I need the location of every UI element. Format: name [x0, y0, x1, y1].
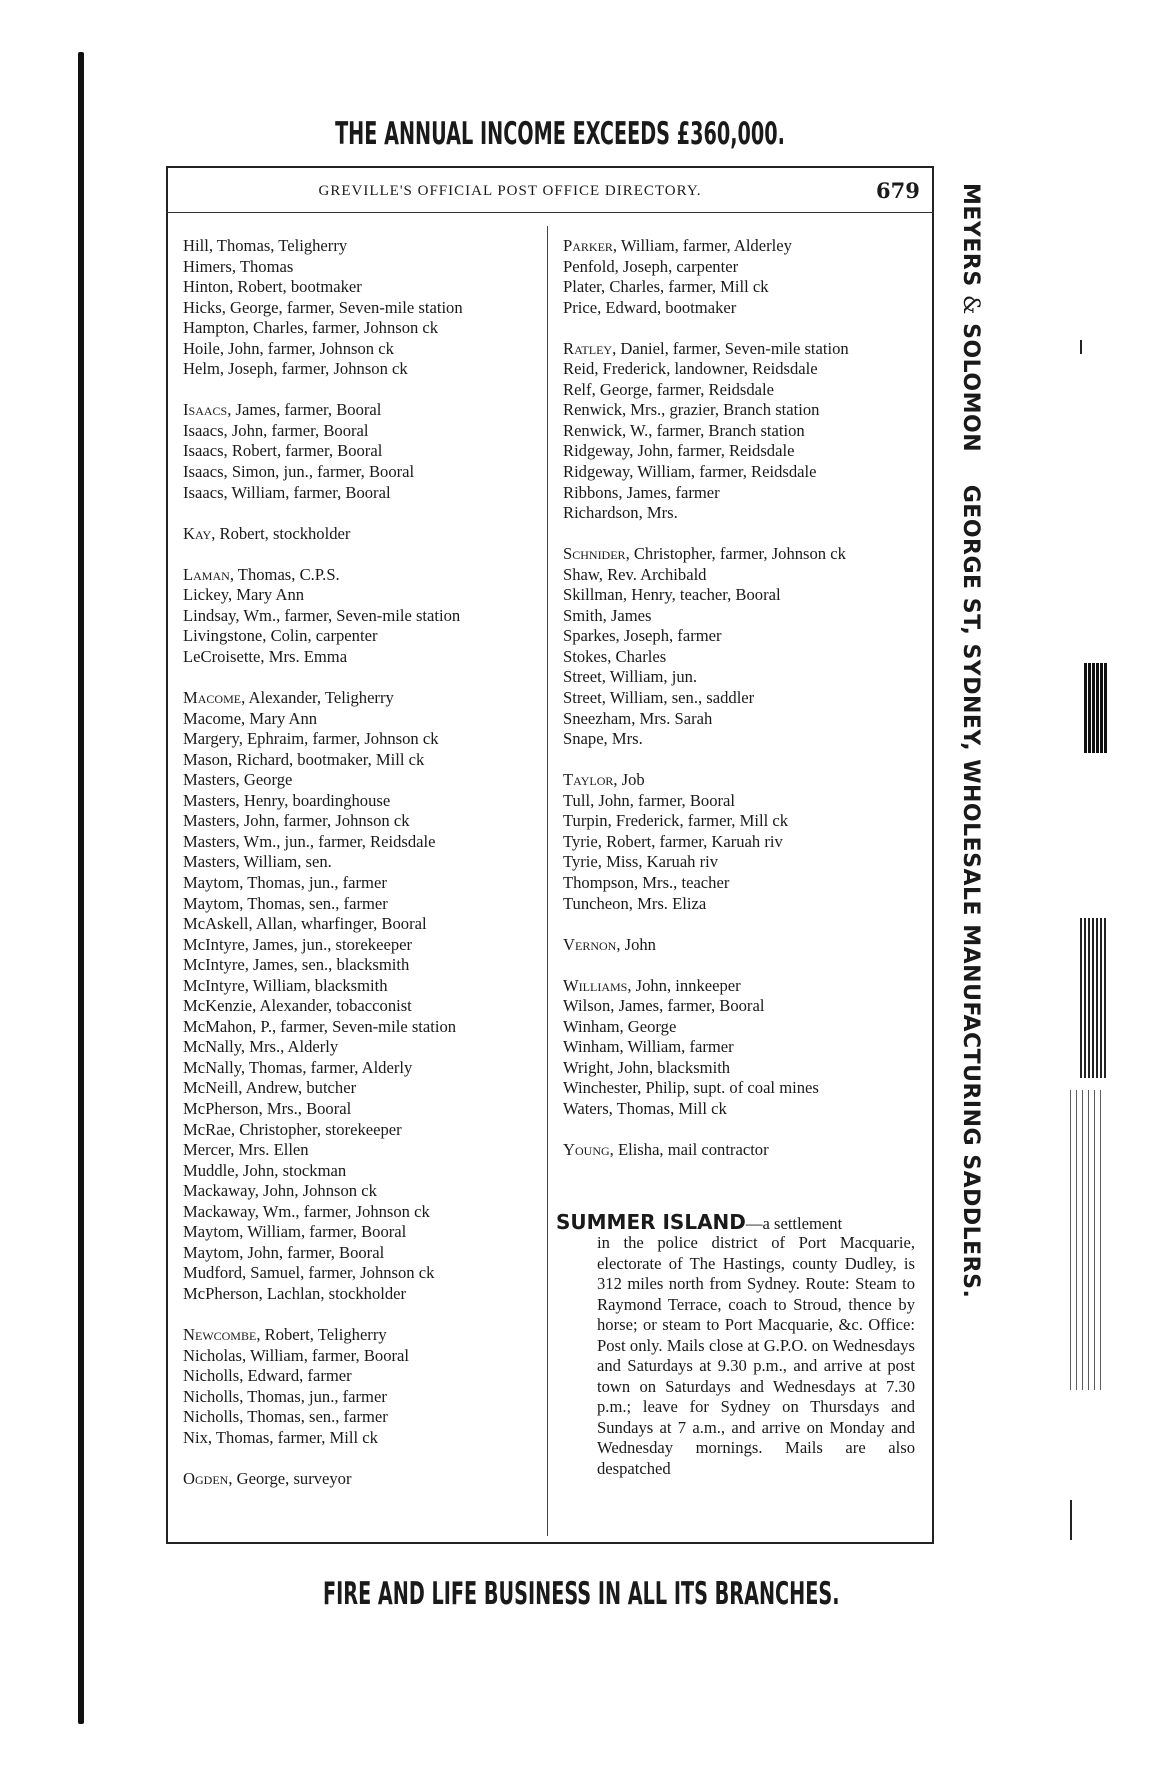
- directory-entry: [563, 791, 923, 812]
- directory-entry: [563, 359, 923, 380]
- side-advert-part3: GEORGE ST, SYDNEY, WHOLESALE MANUFACTURING SADDLERS.: [958, 484, 983, 1299]
- directory-entry: [183, 688, 543, 709]
- entry-text: Skillman, Henry, teacher, Booral: [563, 585, 781, 605]
- directory-entry: [183, 935, 543, 956]
- directory-entry: [183, 647, 543, 668]
- entry-text: Lickey, Mary Ann: [183, 585, 305, 605]
- directory-entry: [183, 1037, 543, 1058]
- directory-entry: [183, 236, 543, 257]
- directory-entry: [183, 503, 543, 524]
- directory-entry: [183, 1078, 543, 1099]
- directory-entry: [183, 421, 543, 442]
- scan-edge-mark: [1080, 340, 1082, 354]
- directory-entry: [563, 277, 923, 298]
- entry-text: McNeill, Andrew, butcher: [183, 1078, 357, 1098]
- entry-text: Sneezham, Mrs. Sarah: [563, 708, 713, 728]
- entry-text: McIntyre, William, blacksmith: [183, 975, 388, 995]
- directory-entry: [563, 339, 923, 360]
- entry-text: McIntyre, James, jun., storekeeper: [183, 934, 413, 954]
- entry-text: Street, William, jun.: [563, 667, 698, 687]
- entry-text: , John: [616, 934, 656, 954]
- directory-entry: [183, 1387, 543, 1408]
- directory-right-column: [563, 236, 923, 1161]
- entry-text: Isaacs, Robert, farmer, Booral: [183, 441, 383, 461]
- entry-surname: Newcombe: [183, 1324, 257, 1344]
- directory-entry: [563, 852, 923, 873]
- directory-entry: [183, 1181, 543, 1202]
- entry-text: Price, Edward, bootmaker: [563, 297, 737, 317]
- entry-text: Wright, John, blacksmith: [563, 1057, 731, 1077]
- directory-entry: [563, 894, 923, 915]
- directory-entry: [183, 976, 543, 997]
- directory-entry: [183, 955, 543, 976]
- directory-entry: [183, 359, 543, 380]
- entry-text: Hinton, Robert, bootmaker: [183, 277, 362, 297]
- directory-entry: [563, 236, 923, 257]
- entry-text: Ribbons, James, farmer: [563, 482, 720, 502]
- directory-entry: [183, 565, 543, 586]
- directory-entry: [183, 626, 543, 647]
- entry-text: Waters, Thomas, Mill ck: [563, 1098, 727, 1118]
- directory-left-column: [183, 236, 543, 1489]
- entry-text: Isaacs, William, farmer, Booral: [183, 482, 391, 502]
- directory-entry: [563, 1078, 923, 1099]
- directory-entry: [563, 400, 923, 421]
- directory-entry: [183, 852, 543, 873]
- column-divider: [547, 226, 548, 1536]
- directory-entry: [563, 421, 923, 442]
- entry-text: Nicholls, Thomas, sen., farmer: [183, 1407, 388, 1427]
- directory-entry: [563, 914, 923, 935]
- directory-entry: [183, 1304, 543, 1325]
- side-advert-part2: SOLOMON: [958, 323, 983, 453]
- entry-text: McKenzie, Alexander, tobacconist: [183, 996, 412, 1016]
- entry-text: McIntyre, James, sen., blacksmith: [183, 955, 410, 975]
- entry-text: Himers, Thomas: [183, 256, 294, 276]
- side-advertisement-text: [958, 183, 983, 1463]
- directory-entry: [183, 339, 543, 360]
- directory-entry: [563, 585, 923, 606]
- entry-text: Margery, Ephraim, farmer, Johnson ck: [183, 729, 439, 749]
- directory-entry: [563, 832, 923, 853]
- entry-text: Shaw, Rev. Archibald: [563, 564, 707, 584]
- directory-entry: [183, 1222, 543, 1243]
- entry-text: Street, William, sen., saddler: [563, 688, 755, 708]
- entry-text: Renwick, Mrs., grazier, Branch station: [563, 400, 820, 420]
- entry-surname: Ratley: [563, 338, 613, 358]
- entry-text: McNally, Thomas, farmer, Alderly: [183, 1057, 413, 1077]
- directory-entry: [563, 688, 923, 709]
- directory-entry: [183, 791, 543, 812]
- directory-entry: [563, 380, 923, 401]
- directory-entry: [183, 832, 543, 853]
- entry-text: , Christopher, farmer, Johnson ck: [625, 544, 846, 564]
- entry-surname: Ogden: [183, 1468, 229, 1488]
- directory-entry: [563, 935, 923, 956]
- directory-entry: [563, 1058, 923, 1079]
- summer-island-description: in the police district of Port Macquarie, electorate of The Hastings, county Dudley, is 312 miles north from Sydney. Route: Steam to Raymond Terrace, coach to Stroud, thence by horse; or steam to Port Macquarie, &c. Office: Post only. Mails close at G.P.O. on Wednesdays and Saturdays at 9.30 p.m., and arrive at post town on Saturdays and Wednesdays at 7.30 p.m.; leave for Sydney on Thursdays and Sundays at 7 a.m., and arrive on Monday and Wednesday mornings. Mails are also despatched: [597, 1233, 915, 1479]
- directory-entry: [183, 667, 543, 688]
- directory-entry: [183, 298, 543, 319]
- directory-entry: [563, 298, 923, 319]
- entry-text: , Job: [613, 770, 645, 790]
- directory-entry: [183, 1448, 543, 1469]
- entry-text: LeCroisette, Mrs. Emma: [183, 646, 348, 666]
- scan-edge-mark: [1070, 1500, 1072, 1540]
- binding-edge-rule: [78, 52, 84, 1724]
- entry-text: Mackaway, Wm., farmer, Johnson ck: [183, 1201, 430, 1221]
- directory-entry: [183, 811, 543, 832]
- entry-text: McMahon, P., farmer, Seven-mile station: [183, 1016, 457, 1036]
- directory-entry: [183, 1325, 543, 1346]
- entry-text: , Elisha, mail contractor: [609, 1140, 769, 1160]
- entry-text: , Robert, Teligherry: [256, 1324, 387, 1344]
- entry-text: Macome, Mary Ann: [183, 708, 318, 728]
- entry-text: Livingstone, Colin, carpenter: [183, 626, 378, 646]
- entry-text: , John, innkeeper: [627, 975, 741, 995]
- entry-text: Hicks, George, farmer, Seven-mile station: [183, 297, 463, 317]
- entry-text: Maytom, William, farmer, Booral: [183, 1222, 407, 1242]
- directory-entry: [563, 996, 923, 1017]
- scan-edge-mark: [1080, 918, 1108, 1078]
- summer-island-title: SUMMER ISLAND: [556, 1210, 746, 1234]
- directory-entry: [183, 1099, 543, 1120]
- entry-text: Winchester, Philip, supt. of coal mines: [563, 1078, 819, 1098]
- directory-entry: [183, 1202, 543, 1223]
- directory-entry: [563, 667, 923, 688]
- entry-text: Plater, Charles, farmer, Mill ck: [563, 277, 769, 297]
- entry-text: Maytom, Thomas, jun., farmer: [183, 872, 387, 892]
- entry-text: Smith, James: [563, 605, 652, 625]
- directory-entry: [563, 565, 923, 586]
- entry-surname: Vernon: [563, 934, 617, 954]
- entry-text: Relf, George, farmer, Reidsdale: [563, 379, 774, 399]
- directory-entry: [563, 318, 923, 339]
- header-rule: [166, 212, 934, 213]
- directory-entry: [183, 1469, 543, 1490]
- entry-surname: Williams: [563, 975, 628, 995]
- entry-text: Mudford, Samuel, farmer, Johnson ck: [183, 1263, 435, 1283]
- entry-text: McRae, Christopher, storekeeper: [183, 1119, 402, 1139]
- entry-text: McPherson, Lachlan, stockholder: [183, 1283, 407, 1303]
- directory-entry: [183, 709, 543, 730]
- entry-text: Mason, Richard, bootmaker, Mill ck: [183, 749, 425, 769]
- directory-entry: [183, 277, 543, 298]
- entry-text: Penfold, Joseph, carpenter: [563, 256, 739, 276]
- directory-entry: [563, 647, 923, 668]
- entry-surname: Young: [563, 1140, 610, 1160]
- entry-text: Hampton, Charles, farmer, Johnson ck: [183, 318, 439, 338]
- directory-entry: [183, 1243, 543, 1264]
- directory-entry: [183, 1140, 543, 1161]
- directory-entry: [563, 976, 923, 997]
- entry-surname: Isaacs: [183, 400, 228, 420]
- directory-entry: [183, 257, 543, 278]
- directory-entry: [183, 585, 543, 606]
- entry-text: , William, farmer, Alderley: [612, 236, 792, 255]
- directory-entry: [183, 914, 543, 935]
- side-advert-part1: MEYERS: [958, 183, 983, 287]
- entry-text: Hill, Thomas, Teligherry: [183, 236, 348, 255]
- directory-entry: [183, 462, 543, 483]
- directory-entry: [183, 606, 543, 627]
- directory-entry: [563, 1120, 923, 1141]
- page-number: 679: [876, 178, 920, 203]
- summer-island-lead: —a settlement: [745, 1214, 843, 1233]
- entry-text: Thompson, Mrs., teacher: [563, 872, 730, 892]
- entry-text: Stokes, Charles: [563, 646, 667, 666]
- directory-entry: [183, 1346, 543, 1367]
- entry-text: Winham, William, farmer: [563, 1037, 734, 1057]
- directory-entry: [183, 1161, 543, 1182]
- entry-text: , Daniel, farmer, Seven-mile station: [612, 338, 849, 358]
- directory-entry: [183, 1366, 543, 1387]
- directory-entry: [183, 380, 543, 401]
- directory-entry: [563, 955, 923, 976]
- entry-text: , Thomas, C.P.S.: [229, 564, 340, 584]
- entry-text: Masters, William, sen.: [183, 852, 332, 872]
- directory-entry: [563, 503, 923, 524]
- directory-entry: [183, 1284, 543, 1305]
- entry-text: Masters, Wm., jun., farmer, Reidsdale: [183, 831, 436, 851]
- directory-entry: [183, 894, 543, 915]
- entry-text: McPherson, Mrs., Booral: [183, 1098, 352, 1118]
- entry-text: Isaacs, Simon, jun., farmer, Booral: [183, 462, 415, 482]
- directory-entry: [563, 1140, 923, 1161]
- directory-entry: [563, 626, 923, 647]
- bottom-banner: FIRE AND LIFE BUSINESS IN ALL ITS BRANCHES.: [323, 1576, 840, 1612]
- entry-text: Mackaway, John, Johnson ck: [183, 1181, 377, 1201]
- entry-surname: Macome: [183, 688, 242, 708]
- directory-entry: [563, 1037, 923, 1058]
- entry-text: Reid, Frederick, landowner, Reidsdale: [563, 359, 818, 379]
- entry-text: Turpin, Frederick, farmer, Mill ck: [563, 811, 788, 831]
- directory-entry: [183, 750, 543, 771]
- directory-entry: [563, 483, 923, 504]
- directory-entry: [563, 1099, 923, 1120]
- directory-entry: [183, 1263, 543, 1284]
- entry-surname: Kay: [183, 523, 212, 543]
- entry-text: Renwick, W., farmer, Branch station: [563, 420, 805, 440]
- entry-text: Mercer, Mrs. Ellen: [183, 1140, 309, 1160]
- entry-text: Tull, John, farmer, Booral: [563, 790, 736, 810]
- directory-entry: [563, 606, 923, 627]
- entry-text: Nicholls, Edward, farmer: [183, 1366, 352, 1386]
- entry-surname: Parker: [563, 236, 613, 255]
- directory-entry: [563, 873, 923, 894]
- summer-island-heading: [556, 1212, 926, 1235]
- directory-entry: [563, 544, 923, 565]
- entry-text: Muddle, John, stockman: [183, 1160, 347, 1180]
- directory-entry: [183, 996, 543, 1017]
- entry-text: Tuncheon, Mrs. Eliza: [563, 893, 707, 913]
- entry-surname: Taylor: [563, 770, 614, 790]
- directory-entry: [563, 524, 923, 545]
- entry-text: Tyrie, Miss, Karuah riv: [563, 852, 719, 872]
- entry-text: Hoile, John, farmer, Johnson ck: [183, 338, 394, 358]
- page-header-title: GREVILLE'S OFFICIAL POST OFFICE DIRECTORY.: [318, 183, 702, 199]
- entry-text: Ridgeway, John, farmer, Reidsdale: [563, 441, 795, 461]
- directory-entry: [183, 729, 543, 750]
- directory-entry: [563, 1017, 923, 1038]
- entry-text: McNally, Mrs., Alderly: [183, 1037, 339, 1057]
- directory-entry: [183, 1017, 543, 1038]
- directory-entry: [183, 441, 543, 462]
- entry-text: Nix, Thomas, farmer, Mill ck: [183, 1427, 378, 1447]
- directory-entry: [183, 1407, 543, 1428]
- entry-text: , James, farmer, Booral: [227, 400, 382, 420]
- top-banner: THE ANNUAL INCOME EXCEEDS £360,000.: [335, 116, 785, 152]
- directory-entry: [183, 483, 543, 504]
- directory-entry: [183, 544, 543, 565]
- directory-entry: [563, 729, 923, 750]
- entry-surname: Schnider: [563, 544, 626, 564]
- directory-entry: [183, 1120, 543, 1141]
- side-advertisement: [943, 183, 983, 1463]
- entry-text: Ridgeway, William, farmer, Reidsdale: [563, 462, 817, 482]
- entry-text: Lindsay, Wm., farmer, Seven-mile station: [183, 605, 461, 625]
- entry-text: Maytom, Thomas, sen., farmer: [183, 893, 388, 913]
- entry-text: Maytom, John, farmer, Booral: [183, 1242, 385, 1262]
- entry-text: Isaacs, John, farmer, Booral: [183, 420, 369, 440]
- entry-text: Snape, Mrs.: [563, 729, 643, 749]
- entry-text: Winham, George: [563, 1016, 677, 1036]
- entry-text: McAskell, Allan, wharfinger, Booral: [183, 914, 427, 934]
- side-advert-ampersand: &: [958, 294, 983, 315]
- directory-entry: [563, 441, 923, 462]
- entry-text: , Alexander, Teligherry: [241, 688, 394, 708]
- entry-text: Masters, George: [183, 770, 293, 790]
- directory-entry: [183, 400, 543, 421]
- scan-edge-mark: [1084, 663, 1108, 753]
- entry-text: Nicholls, Thomas, jun., farmer: [183, 1386, 387, 1406]
- entry-text: Richardson, Mrs.: [563, 503, 678, 523]
- directory-entry: [563, 462, 923, 483]
- directory-entry: [563, 811, 923, 832]
- directory-entry: [183, 1058, 543, 1079]
- scan-edge-mark: [1070, 1090, 1104, 1390]
- directory-entry: [183, 1428, 543, 1449]
- entry-text: , Robert, stockholder: [211, 523, 351, 543]
- entry-surname: Laman: [183, 564, 230, 584]
- entry-text: Nicholas, William, farmer, Booral: [183, 1345, 410, 1365]
- directory-entry: [563, 709, 923, 730]
- entry-text: , George, surveyor: [228, 1468, 352, 1488]
- directory-entry: [563, 770, 923, 791]
- directory-entry: [563, 257, 923, 278]
- directory-entry: [183, 770, 543, 791]
- entry-text: Masters, John, farmer, Johnson ck: [183, 811, 410, 831]
- entry-text: Wilson, James, farmer, Booral: [563, 996, 765, 1016]
- directory-entry: [183, 318, 543, 339]
- directory-entry: [183, 873, 543, 894]
- entry-text: Tyrie, Robert, farmer, Karuah riv: [563, 831, 783, 851]
- entry-text: Sparkes, Joseph, farmer: [563, 626, 722, 646]
- entry-text: Helm, Joseph, farmer, Johnson ck: [183, 359, 408, 379]
- directory-entry: [183, 524, 543, 545]
- entry-text: Masters, Henry, boardinghouse: [183, 790, 391, 810]
- directory-entry: [563, 750, 923, 771]
